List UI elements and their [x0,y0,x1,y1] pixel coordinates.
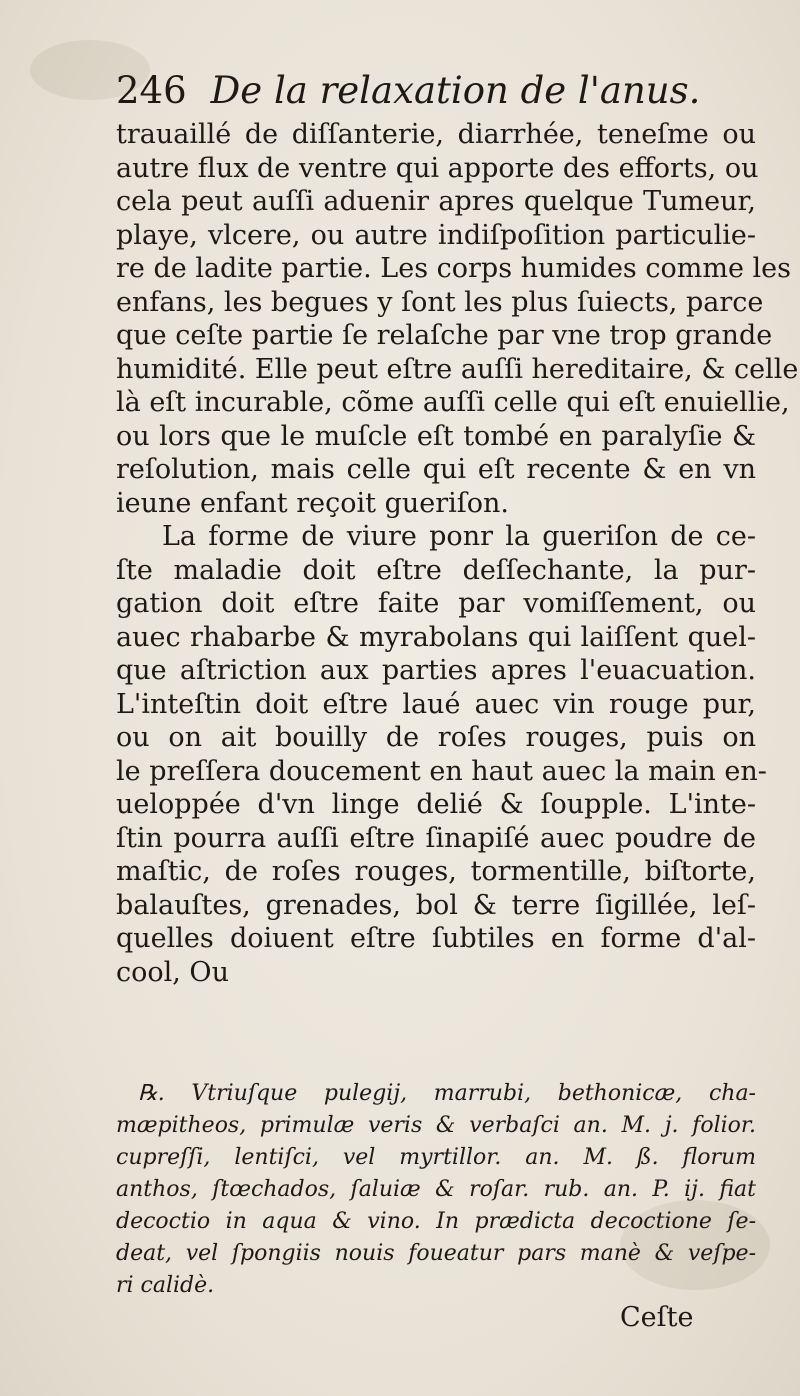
catchword: Ceſte [620,1302,694,1333]
text-line: cool, Ou [116,956,229,988]
text-line: ieune enfant reçoit gueriſon. [116,487,509,519]
text-line: le preſſera doucement en haut auec la main en- [116,755,767,787]
text-line: autre flux de ventre qui apporte des efforts, ou [116,152,759,184]
text-line: ou on ait bouilly de roſes rouges, puis on [116,722,756,753]
page-number: 246 [116,69,187,112]
running-header [116,66,756,116]
paragraph-start-line: La forme de viure ponr la gueriſon de ce- [162,521,756,552]
text-line: ueloppée d'vn linge delié & ſoupple. L'inte- [116,789,756,820]
text-line: playe, vlcere, ou autre indiſpoſition particulie- [116,219,756,251]
running-title: De la relaxation de l'anus. [210,69,701,112]
body-text [116,118,799,989]
text-line: que aſtriction aux parties apres l'euacuation. [116,655,756,686]
text-line: balauſtes, grenades, bol & terre ſigillée, leſ- [116,889,756,921]
recipe-line: anthos, ſtœchados, ſaluiæ & roſar. rub. an. P. ij. fiat [116,1177,756,1202]
text-line: humidité. Elle peut eſtre auſſi hereditaire, & celle [116,353,799,385]
text-line: ou lors que le muſcle eſt tombé en paralyſie & [116,420,756,452]
recipe-line: ri calidè. [116,1273,215,1298]
text-line: là eſt incurable, cõme auſſi celle qui eſt enuiellie, [116,387,790,418]
text-line: ſtin pourra auſſi eſtre ſinapiſé auec poudre de [116,822,756,854]
recipe-block [116,1078,756,1302]
text-line: auec rhabarbe & myrabolans qui laiſſent quel- [116,621,756,653]
recipe-line: cupreſſi, lentiſci, vel myrtillor. an. M. ß. florum [116,1145,756,1170]
text-line: L'inteſtin doit eſtre laué auec vin rouge pur, [116,688,756,720]
text-line: quelles doiuent eſtre ſubtiles en forme d'al- [116,923,756,954]
recipe-line: ℞. Vtriuſque pulegij, marrubi, bethonicæ, cha- [138,1081,756,1106]
recipe-line: deat, vel ſpongiis nouis foueatur pars manè & veſpe- [116,1241,756,1266]
text-line: que ceſte partie ſe relaſche par vne trop grande [116,320,773,351]
text-line: gation doit eſtre faite par vomiſſement, ou [116,588,756,619]
text-line: ſte maladie doit eſtre deſſechante, la pur- [116,554,756,586]
text-line: trauaillé de diſſanterie, diarrhée, teneſme ou [116,119,756,150]
recipe-line: decoctio in aqua & vino. In prædicta decoctione ſe- [116,1209,756,1234]
text-line: cela peut auſſi aduenir apres quelque Tumeur, [116,186,756,217]
recipe-line: mæpitheos, primulæ veris & verbaſci an. M. j. folior. [116,1113,756,1138]
text-line: maſtic, de roſes rouges, tormentille, biſtorte, [116,856,756,887]
text-line: re de ladite partie. Les corps humides comme les [116,253,791,284]
text-line: reſolution, mais celle qui eſt recente & en vn [116,454,756,485]
text-line: enfans, les begues y ſont les plus ſuiects, parce [116,286,764,318]
